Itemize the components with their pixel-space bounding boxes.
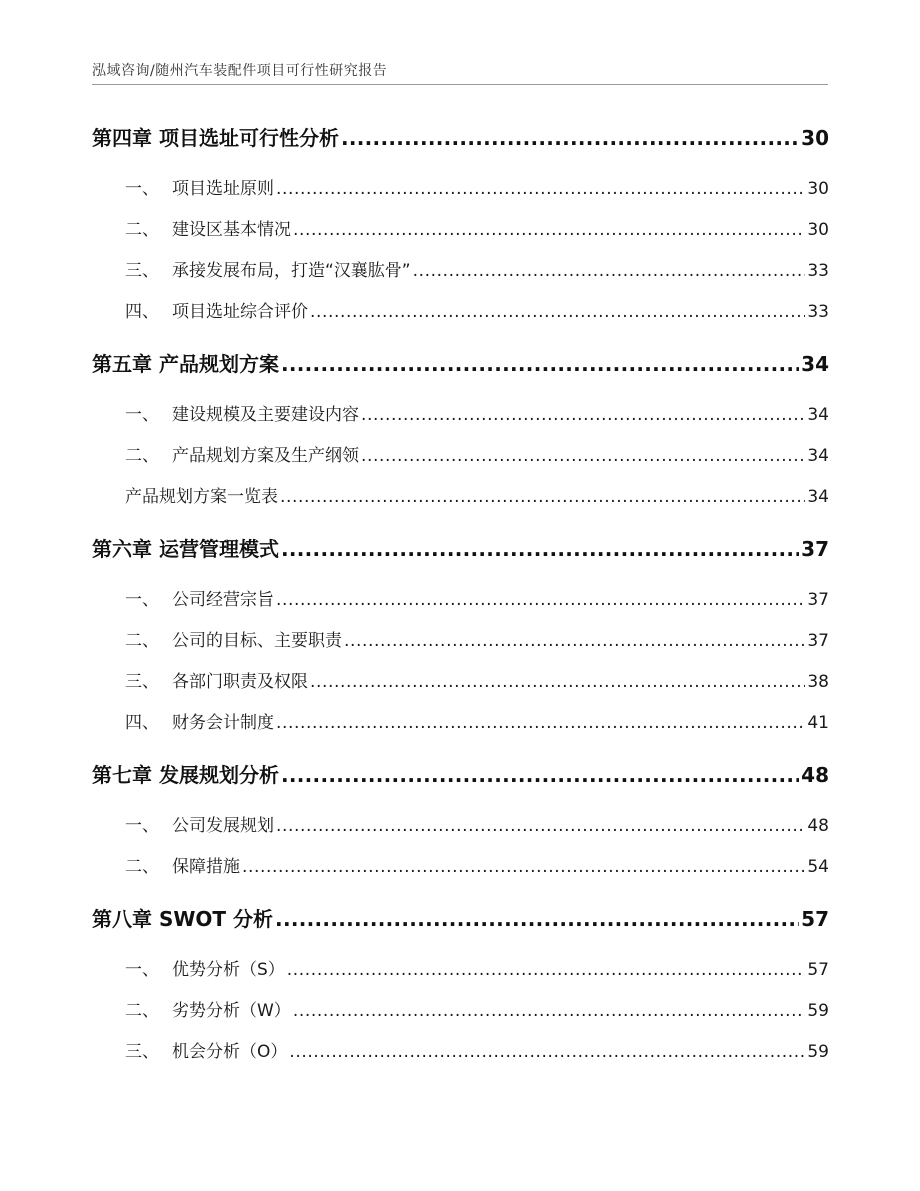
- header-rule: [92, 84, 828, 85]
- toc-page-number: 41: [807, 713, 829, 733]
- toc-entry-label: [92, 903, 273, 932]
- toc-entry-title: 产品规划方案一览表: [125, 487, 278, 507]
- toc-entry-label: [125, 626, 342, 651]
- toc-section-entry: [0, 174, 920, 199]
- toc-entry-label: [125, 811, 274, 836]
- toc-entry-title: 机会分析（O）: [172, 1042, 288, 1062]
- toc-entry-label: [125, 441, 359, 466]
- toc-section-entry: [0, 708, 920, 733]
- dot-leader: [293, 220, 805, 240]
- dot-leader: [361, 446, 805, 466]
- toc-chapter-entry: [0, 122, 920, 151]
- toc-page-number: 59: [807, 1001, 829, 1021]
- running-header: 泓域咨询/随州汽车装配件项目可行性研究报告: [92, 63, 388, 79]
- toc-entry-label: [125, 297, 308, 322]
- dot-leader: [280, 487, 805, 507]
- toc-entry-title: 劣势分析（W）: [172, 1001, 291, 1021]
- toc-entry-label: [92, 348, 279, 377]
- toc-page-number: 38: [807, 672, 829, 692]
- toc-page-number: 57: [801, 907, 829, 931]
- toc-entry-label: [92, 122, 339, 151]
- toc-section-entry: [0, 1037, 920, 1062]
- toc-entry-label: [125, 852, 240, 877]
- toc-section-entry: [0, 667, 920, 692]
- toc-chapter-entry: [0, 903, 920, 932]
- toc-entry-title: 第七章 发展规划分析: [92, 763, 279, 787]
- dot-leader: [242, 857, 805, 877]
- dot-leader: [341, 126, 799, 150]
- toc-entry-number: 二、: [125, 631, 159, 651]
- toc-entry-label: [92, 533, 279, 562]
- dot-leader: [281, 763, 799, 787]
- toc-page-number: 37: [807, 631, 829, 651]
- toc-entry-number: 二、: [125, 857, 159, 877]
- toc-entry-title: 保障措施: [172, 857, 240, 877]
- toc-page-number: 34: [807, 405, 829, 425]
- dot-leader: [310, 672, 805, 692]
- dot-leader: [293, 1001, 806, 1021]
- toc-section-entry: [0, 996, 920, 1021]
- toc-section-entry: [0, 297, 920, 322]
- toc-entry-label: [125, 400, 359, 425]
- dot-leader: [344, 631, 805, 651]
- toc-page-number: 34: [807, 446, 829, 466]
- toc-section-entry: [0, 215, 920, 240]
- toc-section-entry: [0, 852, 920, 877]
- toc-entry-label: [125, 955, 285, 980]
- toc-entry-title: 项目选址综合评价: [172, 302, 308, 322]
- toc-section-entry: [0, 482, 920, 507]
- toc-entry-number: 一、: [125, 405, 159, 425]
- toc-entry-label: [125, 585, 274, 610]
- toc-entry-label: [125, 215, 291, 240]
- dot-leader: [276, 590, 805, 610]
- toc-entry-title: 第五章 产品规划方案: [92, 352, 279, 376]
- toc-entry-title: 产品规划方案及生产纲领: [172, 446, 359, 466]
- toc-page-number: 59: [807, 1042, 829, 1062]
- toc-section-entry: [0, 955, 920, 980]
- toc-entry-number: 二、: [125, 446, 159, 466]
- toc-section-entry: [0, 400, 920, 425]
- dot-leader: [276, 179, 805, 199]
- toc-page-number: 37: [801, 537, 829, 561]
- dot-leader: [275, 907, 799, 931]
- toc-page-number: 30: [801, 126, 829, 150]
- toc-entry-number: 三、: [125, 672, 159, 692]
- toc-entry-label: [125, 996, 291, 1021]
- toc-page-number: 33: [807, 302, 829, 322]
- toc-page-number: 33: [807, 261, 829, 281]
- toc-entry-label: [125, 256, 411, 281]
- toc-section-entry: [0, 256, 920, 281]
- toc-entry-title: 项目选址原则: [172, 179, 274, 199]
- toc-entry-number: 一、: [125, 960, 159, 980]
- toc-entry-label: [125, 482, 278, 507]
- toc-page-number: 34: [801, 352, 829, 376]
- toc-page-number: 48: [801, 763, 829, 787]
- toc-section-entry: [0, 626, 920, 651]
- toc-entry-title: 优势分析（S）: [172, 960, 285, 980]
- toc-page-number: 30: [807, 179, 829, 199]
- toc-page-number: 57: [807, 960, 829, 980]
- toc-chapter-entry: [0, 348, 920, 377]
- toc-entry-title: 承接发展布局，打造“汉襄肱骨”: [172, 261, 411, 281]
- toc-entry-label: [125, 708, 274, 733]
- toc-page-number: 30: [807, 220, 829, 240]
- toc-entry-number: 一、: [125, 590, 159, 610]
- dot-leader: [361, 405, 805, 425]
- toc-entry-title: 公司发展规划: [172, 816, 274, 836]
- toc-section-entry: [0, 811, 920, 836]
- toc-entry-title: 各部门职责及权限: [172, 672, 308, 692]
- toc-page-number: 34: [807, 487, 829, 507]
- toc-chapter-entry: [0, 533, 920, 562]
- toc-chapter-entry: [0, 759, 920, 788]
- toc-entry-number: 三、: [125, 261, 159, 281]
- toc-entry-number: 二、: [125, 1001, 159, 1021]
- toc-entry-title: 财务会计制度: [172, 713, 274, 733]
- toc-entry-title: 公司的目标、主要职责: [172, 631, 342, 651]
- toc-entry-title: 第八章 SWOT 分析: [92, 907, 274, 931]
- toc-page-number: 54: [807, 857, 829, 877]
- dot-leader: [413, 261, 806, 281]
- toc-entry-number: 二、: [125, 220, 159, 240]
- toc-page-number: 37: [807, 590, 829, 610]
- toc-entry-number: 四、: [125, 302, 159, 322]
- toc-entry-title: 第四章 项目选址可行性分析: [92, 126, 339, 150]
- toc-entry-number: 一、: [125, 816, 159, 836]
- toc-entry-title: 第六章 运营管理模式: [92, 537, 279, 561]
- dot-leader: [287, 960, 806, 980]
- dot-leader: [281, 352, 799, 376]
- toc-entry-title: 公司经营宗旨: [172, 590, 274, 610]
- toc-entry-label: [125, 667, 308, 692]
- toc-entry-number: 三、: [125, 1042, 159, 1062]
- toc-entry-number: 一、: [125, 179, 159, 199]
- toc-entry-title: 建设规模及主要建设内容: [172, 405, 359, 425]
- dot-leader: [276, 713, 805, 733]
- toc-entry-label: [125, 1037, 287, 1062]
- toc-section-entry: [0, 441, 920, 466]
- toc-section-entry: [0, 585, 920, 610]
- toc-entry-label: [92, 759, 279, 788]
- dot-leader: [310, 302, 805, 322]
- dot-leader: [276, 816, 805, 836]
- toc-entry-title: 建设区基本情况: [172, 220, 291, 240]
- toc-entry-number: 四、: [125, 713, 159, 733]
- toc-page-number: 48: [807, 816, 829, 836]
- dot-leader: [281, 537, 799, 561]
- toc-entry-label: [125, 174, 274, 199]
- dot-leader: [289, 1042, 805, 1062]
